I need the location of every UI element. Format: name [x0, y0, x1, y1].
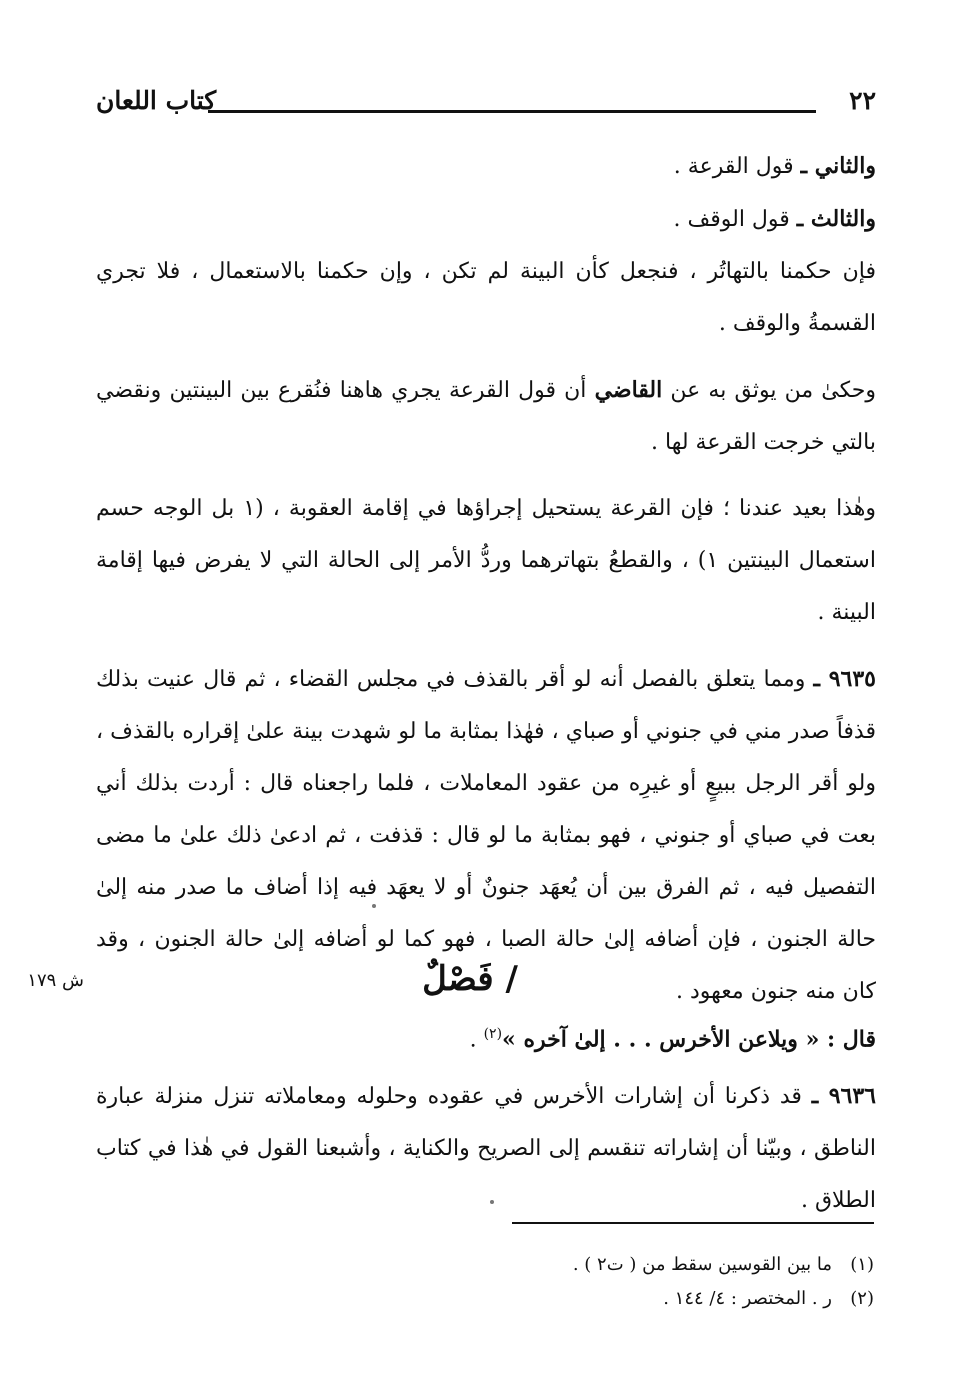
paragraph-second-opinion	[96, 140, 876, 193]
margin-reference: ش ١٧٩	[27, 970, 84, 991]
paragraph-text: قول الوقف .	[673, 207, 797, 232]
qal-quote: : « ويلاعن الأخرس . . . إلىٰ آخره »	[502, 1026, 843, 1053]
qal-lead: قال	[842, 1026, 876, 1053]
paragraph-lead: والثالث ـ	[796, 206, 876, 232]
main-text-2	[96, 1070, 876, 1227]
footnote-marker: (١)	[850, 1254, 874, 1275]
quoted-line	[96, 1008, 876, 1066]
section-heading-fasl: / فَصْلٌ	[422, 959, 518, 999]
paragraph-tahatur: فإن حكمنا بالتهاتُر ، فنجعل كأن البينة لم تكن ، وإن حكمنا بالاستعمال ، فلا تجري القسمةُ والوقف .	[96, 259, 876, 336]
paragraph-third-opinion	[96, 193, 876, 246]
footnote-marker: (٢)	[850, 1288, 874, 1309]
scan-speck	[490, 1200, 494, 1204]
book-title: كتاب اللعان	[96, 86, 217, 115]
running-header	[96, 84, 876, 124]
paragraph-text: أن قول القرعة يجري هاهنا فنُقرع بين البينتين ونقضي بالتي خرجت القرعة لها .	[96, 378, 876, 455]
paragraph-text: ومما يتعلق بالفصل أنه لو أقر بالقذف في مجلس القضاء ، ثم قال عنيت بذلك قذفاً صدر مني في جنوني أو صباي ، فهٰذا بمثابة ما لو شهدت بينة علىٰ إقراره بالقذف ، ولو أقر الرجل ببيعٍ أو غيرِه من عقود المعاملات ، فلما راجعناه قال : أردت بذلك أني بعت في صباي أو جنوني ، فهو بمثابة ما لو قال : قذفت ، ثم ادعىٰ ذلك علىٰ ما مضى التفصيل فيه ، ثم الفرق بين أن يُعهَد جنونٌ أو لا يعهَد فيه إذا أضاف ما صدر منه إلىٰ حالة الجنون ، فإن أضافه إلىٰ حالة الصبا ، فهو كما لو أضافه إلىٰ حالة الجنون ، وقد كان منه جنون معهود .	[96, 667, 876, 1004]
paragraph-far-fetched: وهٰذا بعيد عندنا ؛ فإن القرعة يستحيل إجراؤها في إقامة العقوبة ، (١ بل الوجه حسم استعمال البينتين ١) ، والقطعُ بتهاترهما وردُّ الأمر إلى الحالة التي لا يفرض فيها إقامة البينة .	[96, 496, 876, 625]
quoted-statement	[96, 1008, 876, 1066]
paragraph-lead: والثاني ـ	[800, 153, 876, 179]
qadi-name: القاضي	[594, 377, 663, 403]
footnote-text: ر . المختصر : ٤/ ١٤٤ .	[663, 1288, 832, 1309]
paragraph-9636	[96, 1070, 876, 1227]
footnote-rule	[512, 1222, 874, 1224]
main-text	[96, 140, 876, 1018]
paragraph-qadi	[96, 364, 876, 469]
scan-speck	[372, 904, 376, 908]
footnotes	[274, 1248, 874, 1316]
page-number: ٢٢	[849, 86, 876, 115]
paragraph-text: قد ذكرنا أن إشارات الأخرس في عقوده وحلوله ومعاملاته تنزل منزلة عبارة الناطق ، وبيّنا أن إشاراته تنقسم إلى الصريح والكناية ، وأشبعنا القول في هٰذا في كتاب الطلاق .	[96, 1084, 876, 1213]
footnote	[274, 1282, 874, 1316]
paragraph-number: ٩٦٣٦ ـ	[811, 1083, 876, 1109]
paragraph-text: قول القرعة .	[673, 154, 801, 179]
footnote-ref: (٢)	[483, 1026, 503, 1042]
paragraph-number: ٩٦٣٥ ـ	[813, 666, 876, 692]
footnote	[274, 1248, 874, 1282]
footnote-text: ما بين القوسين سقط من ( ت٢ ) .	[572, 1254, 832, 1275]
paragraph-text: وحكىٰ من يوثق به عن	[662, 378, 876, 403]
qal-end: .	[469, 1027, 484, 1053]
header-rule	[208, 110, 816, 113]
